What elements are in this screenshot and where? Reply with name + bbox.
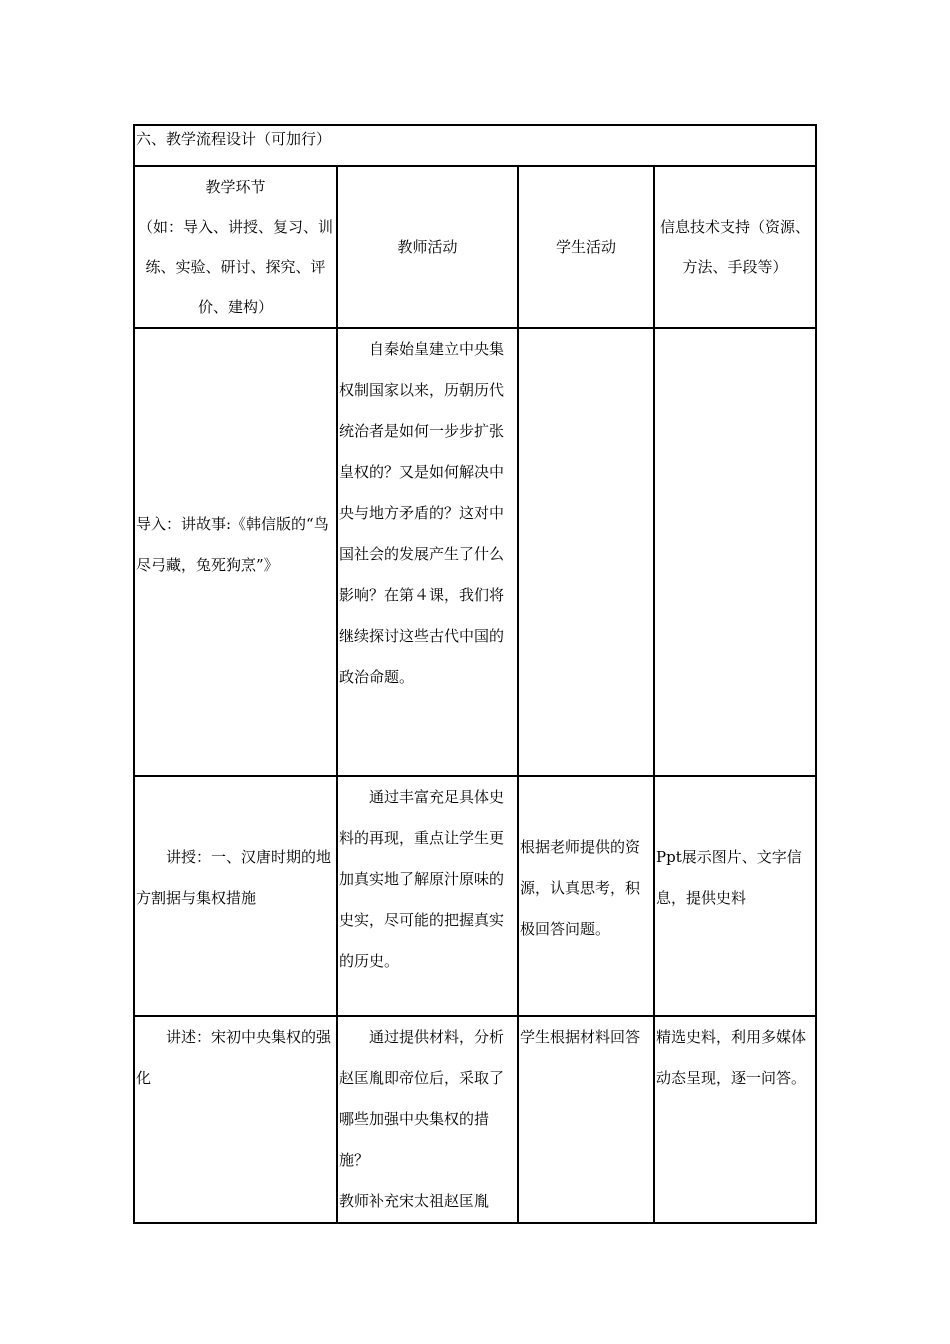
row-student bbox=[518, 776, 654, 1016]
row-student bbox=[518, 1016, 654, 1223]
row-teacher bbox=[337, 1016, 518, 1223]
row-stage bbox=[134, 1016, 337, 1223]
tech-text: Ppt展示图片、文字信息，提供史料 bbox=[656, 847, 802, 907]
teacher-text: 自秦始皇建立中央集权制国家以来，历朝历代统治者是如何一步步扩张皇权的？又是如何解决中央与地方矛盾的？这对中国社会的发展产生了什么影响？在第４课，我们将继续探讨这些古代中国的政治命题。 bbox=[339, 340, 505, 686]
row-tech bbox=[654, 1016, 816, 1223]
section-title: 六、教学流程设计（可加行） bbox=[134, 125, 816, 166]
row-tech bbox=[654, 776, 816, 1016]
row-stage bbox=[134, 776, 337, 1016]
header-student: 学生活动 bbox=[518, 166, 654, 328]
header-stage-text: 教学环节 （如：导入、讲授、复习、训练、实验、研讨、探究、评价、建构） bbox=[137, 178, 333, 316]
student-text: 根据老师提供的资源，认真思考，积极回答问题。 bbox=[520, 837, 641, 938]
teaching-process-table bbox=[133, 124, 817, 1224]
stage-text: 导入：讲故事:《韩信版的“鸟尽弓藏，兔死狗烹”》 bbox=[136, 515, 329, 574]
table-row bbox=[134, 328, 816, 776]
header-row bbox=[134, 166, 816, 328]
header-stage bbox=[134, 166, 337, 328]
stage-text: 讲授：一、汉唐时期的地方割据与集权措施 bbox=[136, 847, 332, 907]
row-stage bbox=[134, 328, 337, 776]
header-tech: 信息技术支持（资源、方法、手段等） bbox=[654, 166, 816, 328]
teacher-text: 通过丰富充足具体史料的再现，重点让学生更加真实地了解原汁原味的史实，尽可能的把握真实的历史。 bbox=[339, 788, 505, 970]
tech-text: 精选史料，利用多媒体动态呈现，逐一问答。 bbox=[656, 1028, 807, 1087]
row-student bbox=[518, 328, 654, 776]
row-tech bbox=[654, 328, 816, 776]
row-teacher bbox=[337, 328, 518, 776]
header-teacher: 教师活动 bbox=[337, 166, 518, 328]
table-row bbox=[134, 776, 816, 1016]
table-row bbox=[134, 1016, 816, 1223]
row-teacher bbox=[337, 776, 518, 1016]
stage-text: 讲述：宋初中央集权的强化 bbox=[136, 1028, 332, 1087]
teacher-text: 通过提供材料，分析赵匡胤即帝位后，采取了哪些加强中央集权的措施？ 教师补充宋太祖赵匡胤 bbox=[339, 1028, 505, 1210]
student-text: 学生根据材料回答 bbox=[520, 1028, 641, 1046]
